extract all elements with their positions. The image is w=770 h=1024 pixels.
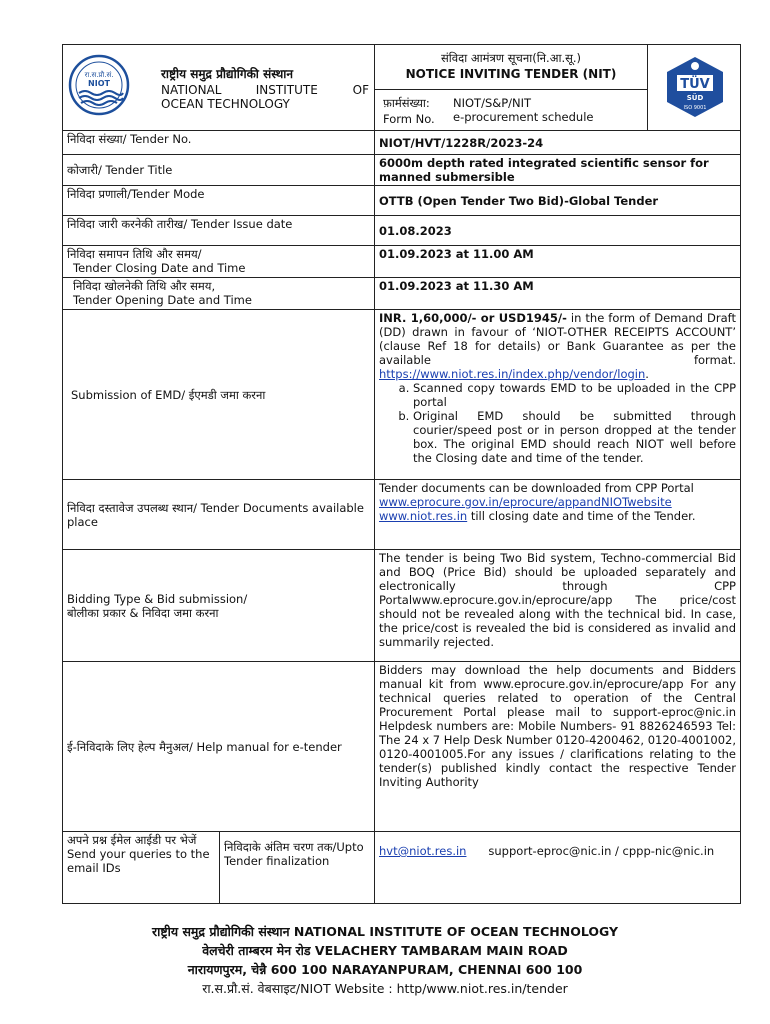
row-tender-title [63,155,741,186]
bidding-value: The tender is being Two Bid system, Techno-commercial Bid and BOQ (Price Bid) should be uploaded separately and electronically through CPP Portalwww.eprocure.gov.in/eprocure/app The price/cost should not be revealed along with the technical bid. In case, the price/cost is revealed the bid is considered as invalid and summarily rejected. [375,550,741,662]
tuv-logo [663,55,727,122]
nit-title-block [375,45,648,131]
emd-link-suffix: . [645,367,649,381]
tuv-text: TÜV [680,77,710,92]
help-value: Bidders may download the help documents and Bidders manual kit from www.eprocure.gov.in/eprocure/app For any technical queries related to operation of the Central Procurement Portal please mail to support-eproc@nic.in Helpdesk numbers are: Mobile Numbers- 91 8826246593 Tel: The 24 x 7 Help Desk Number 0120-4200462, 0120-4001002, 0120-4001005.For any issues / clarifications relating to the tender(s) published kindly contact the respective Tender Inviting Authority [375,662,741,832]
emd-list [379,381,736,465]
queries-label [63,832,220,904]
tender-no-value: NIOT/HVT/1228R/2023-24 [375,131,741,155]
vendor-login-link[interactable]: https://www.niot.res.in/index.php/vendor/login [379,367,646,381]
emd-item-a: a. Scanned copy towards EMD to be uploaded in the CPP portal [413,381,736,409]
row-tender-mode [63,186,741,216]
niot-logo-text: NIOT [88,79,110,88]
nit-table [62,44,741,904]
org-name-en-line1: NATIONAL INSTITUTE [161,83,318,97]
tender-mode-label: निविदा प्रणाली/Tender Mode [63,186,375,216]
form-label-en: Form No. [383,112,435,126]
footer-line4: रा.स.प्रौ.सं. वेबसाइट/NIOT Website : http/www.niot.res.in/tender [202,981,568,996]
niot-logo [67,53,131,120]
tuv-sub: SÜD [686,94,704,102]
tender-title-label: कोजारी/ Tender Title [63,155,375,186]
issue-date-label: निविदा जारी करनेकी तारीख/ Tender Issue date [63,216,375,246]
form-value-line1: NIOT/S&P/NIT [453,96,532,110]
emd-item-b: b. Original EMD should be submitted through courier/speed post or in person dropped at the tender box. The original EMD should reach NIOT well before the Closing date and time of the tender. [413,409,736,465]
closing-label [63,246,375,278]
form-value-line2: e-procurement schedule [453,110,594,124]
header-org-cell [63,45,375,131]
tuv-iso: ISO 9001 [683,105,707,111]
tender-no-label: निविदा संख्या/ Tender No. [63,131,375,155]
header-nit-cell [375,45,741,131]
nit-title-hindi: संविदा आमंत्रण सूचना(नि.आ.सू.) [440,51,582,65]
queries-email-rest: support-eproc@nic.in / cppp-nic@nic.in [488,844,715,858]
documents-label: निविदा दस्तावेज उपलब्ध स्थान/ Tender Documents available place [63,480,375,550]
opening-label [63,278,375,310]
closing-label-en: Tender Closing Date and Time [73,261,246,275]
emd-label: Submission of EMD/ ईएमडी जमा करना [63,310,375,480]
help-label: ई-निविदाके लिए हेल्प मैनुअल/ Help manual for e-tender [63,662,375,832]
footer [0,922,770,998]
footer-line3: नारायणपुरम, चेन्नै 600 100 NARAYANPURAM, CHENNAI 600 100 [187,962,583,977]
emd-value [375,310,741,480]
org-name-en-line2: OCEAN TECHNOLOGY [161,97,290,111]
form-label-hindi: फ़ार्मसंख्या: [383,96,430,110]
footer-line2: वेलचेरी ताम्बरम मेन रोड VELACHERY TAMBARAM MAIN ROAD [202,943,568,958]
bidding-label-en: Bidding Type & Bid submission/ [67,591,248,606]
closing-value: 01.09.2023 at 11.00 AM [375,246,741,278]
queries-label-en: Send your queries to the email IDs [67,847,210,875]
tender-title-value: 6000m depth rated integrated scientific sensor for manned submersible [375,155,741,186]
queries-value [375,832,741,904]
niot-logo-hindi: रा.स.प्रौ.सं. [84,71,114,79]
hvt-email-link[interactable]: hvt@niot.res.in [379,844,467,858]
row-help [63,662,741,832]
queries-label-hindi: अपने प्रश्न ईमेल आईडी पर भेजें [67,833,197,847]
nit-title-en: NOTICE INVITING TENDER (NIT) [405,67,617,81]
row-opening [63,278,741,310]
opening-label-en: Tender Opening Date and Time [73,293,252,307]
issue-date-value: 01.08.2023 [375,216,741,246]
documents-text1: Tender documents can be downloaded from CPP Portal [379,481,694,495]
nit-document [62,44,740,904]
row-tender-no [63,131,741,155]
bidding-label-hindi: बोलीका प्रकार & निविदा जमा करना [67,605,219,620]
row-emd [63,310,741,480]
queries-sub-label: निविदाके अंतिम चरण तक/Upto Tender finalization [220,832,375,904]
org-name-hindi: राष्ट्रीय समुद्र प्रौद्योगिकी संस्थान [161,67,294,81]
documents-text2: till closing date and time of the Tender. [467,509,696,523]
row-closing [63,246,741,278]
opening-label-hindi: निविदा खोलनेकी तिथि और समय, [73,279,216,293]
row-issue-date [63,216,741,246]
row-queries [63,832,741,904]
closing-label-hindi: निविदा समापन तिथि और समय/ [67,247,202,261]
opening-value: 01.09.2023 at 11.30 AM [375,278,741,310]
footer-line1: राष्ट्रीय समुद्र प्रौद्योगिकी संस्थान NATIONAL INSTITUTE OF OCEAN TECHNOLOGY [151,924,619,939]
documents-value [375,480,741,550]
bidding-label [63,550,375,662]
row-bidding [63,550,741,662]
row-documents [63,480,741,550]
eprocure-link[interactable]: www.eprocure.gov.in/eprocure/appandNIOTwebsite [379,495,672,509]
niot-website-link[interactable]: www.niot.res.in [379,509,468,523]
emd-amount: INR. 1,60,000/- or USD1945/- [379,311,567,325]
org-name-en [161,83,369,111]
emd-text: in the form of Demand Draft (DD) drawn in favour of ‘NIOT-OTHER RECEIPTS ACCOUNT’ (clause Ref 18 for details) or Bank Guarantee as per the available format. [379,311,736,367]
org-name-en-of: OF [352,83,369,97]
tender-mode-value: OTTB (Open Tender Two Bid)-Global Tender [375,186,741,216]
